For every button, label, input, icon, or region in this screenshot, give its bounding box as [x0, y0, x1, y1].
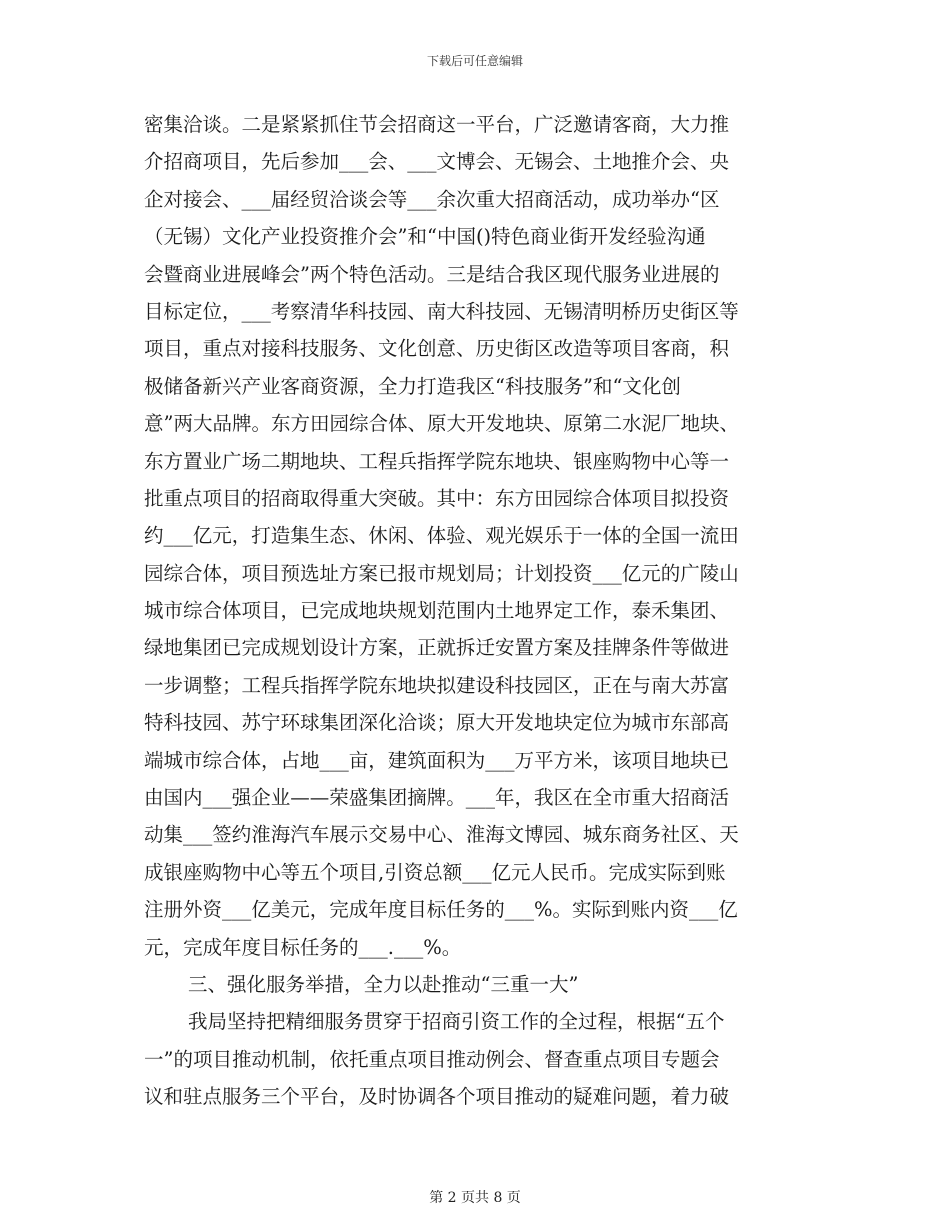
body-line: 园综合体，项目预选址方案已报市规划局；计划投资___亿元的广陵山 [144, 561, 739, 585]
body-line: 元，完成年度目标任务的___.___%。 [144, 935, 462, 959]
body-line: 目标定位，___考察清华科技园、南大科技园、无锡清明桥历史街区等 [144, 299, 739, 323]
body-line: 项目，重点对接科技服务、文化创意、历史街区改造等项目客商，积 [144, 337, 730, 361]
body-line: 动集___签约淮海汽车展示交易中心、淮海文博园、城东商务社区、天 [144, 823, 739, 847]
body-line: 企对接会、___届经贸洽谈会等___余次重大招商活动，成功举办“区 [144, 187, 720, 211]
page-number: 第 2 页共 8 页 [429, 1190, 521, 1206]
body-line: 议和驻点服务三个平台，及时协调各个项目推动的疑难问题，着力破 [144, 1085, 730, 1109]
paragraph-first-line: 我局坚持把精细服务贯穿于招商引资工作的全过程，根据“五个 [188, 1010, 725, 1034]
body-line: 意”两大品牌。东方田园综合体、原大开发地块、原第二水泥厂地块、 [144, 412, 739, 436]
body-line: 特科技园、苏宁环球集团深化洽谈；原大开发地块定位为城市东部高 [144, 711, 730, 735]
body-line: 由国内___强企业——荣盛集团摘牌。___年，我区在全市重大招商活 [144, 786, 730, 810]
section-heading: 三、强化服务举措，全力以赴推动“三重一大” [188, 972, 579, 996]
document-body [144, 106, 809, 1116]
body-line: 约___亿元，打造集生态、休闲、体验、观光娱乐于一体的全国一流田 [144, 524, 739, 548]
body-line: 绿地集团已完成规划设计方案，正就拆迁安置方案及挂牌条件等做进 [144, 636, 730, 660]
body-line: 注册外资___亿美元，完成年度目标任务的___%。实际到账内资___亿 [144, 898, 738, 922]
body-line: 介招商项目，先后参加___会、___文博会、无锡会、土地推介会、央 [144, 150, 730, 174]
body-line: 成银座购物中心等五个项目,引资总额___亿元人民币。完成实际到账 [144, 860, 726, 884]
page-header: 下载后可任意编辑 [426, 54, 523, 68]
body-line: （无锡）文化产业投资推介会”和“中国()特色商业街开发经验沟通 [144, 225, 706, 249]
body-line: 城市综合体项目，已完成地块规划范围内土地界定工作，泰禾集团、 [144, 599, 730, 623]
body-line: 极储备新兴产业客商资源，全力打造我区“科技服务”和“文化创 [144, 374, 681, 398]
body-line: 会暨商业进展峰会”两个特色活动。三是结合我区现代服务业进展的 [144, 262, 720, 286]
body-line: 批重点项目的招商取得重大突破。其中：东方田园综合体项目拟投资 [144, 486, 730, 510]
body-line: 端城市综合体，占地___亩，建筑面积为___万平方米，该项目地块已 [144, 748, 730, 772]
body-line: 一”的项目推动机制，依托重点项目推动例会、督查重点项目专题会 [144, 1047, 720, 1071]
body-line: 一步调整；工程兵指挥学院东地块拟建设科技园区，正在与南大苏富 [144, 673, 730, 697]
body-line: 密集洽谈。二是紧紧抓住节会招商这一平台，广泛邀请客商，大力推 [144, 113, 730, 136]
body-line: 东方置业广场二期地块、工程兵指挥学院东地块、银座购物中心等一 [144, 449, 730, 473]
